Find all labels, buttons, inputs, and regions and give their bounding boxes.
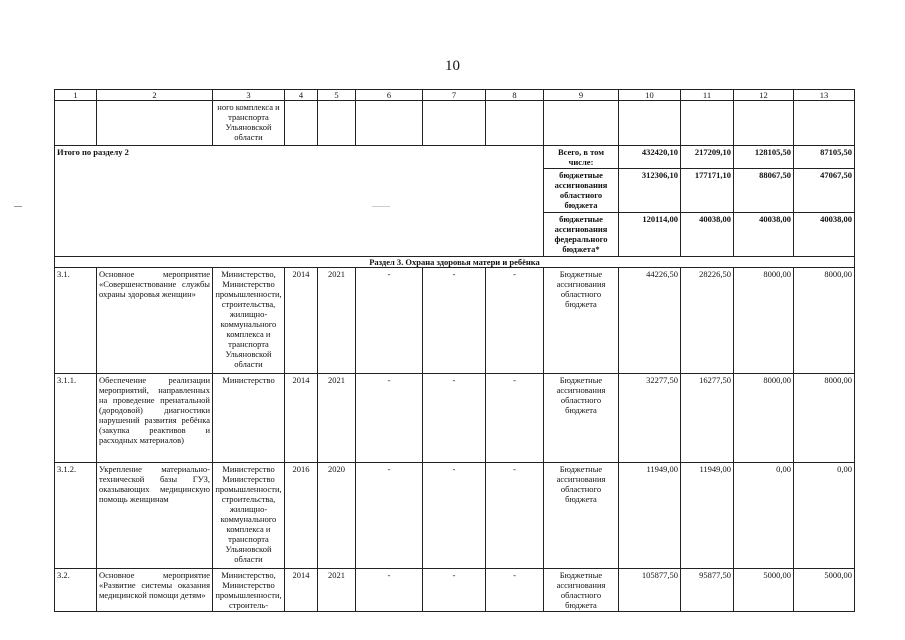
source-cell: бюджетные ассигнования федерального бюджета* [544,213,619,257]
value-cell: 312306,10 [619,169,681,213]
executor-cell: Министерство, Министерство промышленности, строитель- [213,569,285,612]
value-cell: 8000,00 [734,374,794,463]
section-title: Раздел 3. Охрана здоровья матери и ребёнка [55,257,855,268]
table-row [55,463,855,569]
source-cell: Бюджетные ассигнования областного бюджета [544,374,619,463]
value-cell: 8000,00 [794,268,855,374]
year-to: 2021 [318,268,356,374]
source-cell: Бюджетные ассигнования областного бюджета [544,268,619,374]
value-cell: 177171,10 [681,169,734,213]
header-cell: 6 [356,90,423,101]
executor-cell: Министерство [213,374,285,463]
value-cell: 8000,00 [734,268,794,374]
header-cell: 9 [544,90,619,101]
value-cell: 16277,50 [681,374,734,463]
header-cell: 12 [734,90,794,101]
page-number: 10 [445,58,460,74]
dash-cell: - [486,463,544,569]
value-cell: 5000,00 [734,569,794,612]
row-number: 3.1.2. [55,463,97,569]
executor-cell: ного комплекса и транспорта Ульяновской области [213,101,285,146]
header-row [55,90,855,101]
value-cell: 432420,10 [619,146,681,169]
value-cell: 11949,00 [619,463,681,569]
dash-cell: - [486,268,544,374]
value-cell: 40038,00 [681,213,734,257]
header-cell: 4 [285,90,318,101]
value-cell: 32277,50 [619,374,681,463]
year-to: 2020 [318,463,356,569]
table-row [55,374,855,463]
dash-cell: - [356,268,423,374]
value-cell: 120114,00 [619,213,681,257]
value-cell: 217209,10 [681,146,734,169]
total-label: Итого по разделу 2 [55,146,544,169]
year-to: 2021 [318,569,356,612]
header-cell: 2 [97,90,213,101]
source-cell: Бюджетные ассигнования областного бюджета [544,569,619,612]
measure-name: Обеспечение реализации мероприятий, направленных на проведение пренатальной (дородовой) диагностики нарушений развития ребёнка (закупка реактивов и расходных материалов) [97,374,213,463]
source-cell: Всего, в том числе: [544,146,619,169]
dash-cell: - [486,374,544,463]
total-row [55,169,855,213]
table-row [55,569,855,612]
executor-cell: Министерство Министерство промышленности, строительства, жилищно-коммунального комплекса и транспорта Ульяновской области [213,463,285,569]
value-cell: 88067,50 [734,169,794,213]
row-number: 3.2. [55,569,97,612]
dash-cell: - [356,463,423,569]
year-from: 2014 [285,374,318,463]
dash-cell: - [356,374,423,463]
total-row [55,146,855,169]
value-cell: 40038,00 [794,213,855,257]
value-cell: 128105,50 [734,146,794,169]
dash-cell: - [486,569,544,612]
total-row [55,213,855,257]
budget-table [54,89,855,612]
executor-cell: Министерство, Министерство промышленности, строительства, жилищно-коммунального комплекса и транспорта Ульяновской области [213,268,285,374]
value-cell: 5000,00 [794,569,855,612]
header-cell: 11 [681,90,734,101]
scan-mark [14,206,22,207]
dash-cell: - [423,463,486,569]
value-cell: 105877,50 [619,569,681,612]
table-row [55,268,855,374]
row-number: 3.1. [55,268,97,374]
year-from: 2014 [285,268,318,374]
measure-name: Основное мероприятие «Совершенствование службы охраны здоровья женщин» [97,268,213,374]
header-cell: 5 [318,90,356,101]
value-cell: 44226,50 [619,268,681,374]
dash-cell: - [356,569,423,612]
value-cell: 47067,50 [794,169,855,213]
row-number: 3.1.1. [55,374,97,463]
measure-name: Укрепление материально-технической базы ГУЗ, оказывающих медицинскую помощь женщинам [97,463,213,569]
source-cell: бюджетные ассигнования областного бюджета [544,169,619,213]
value-cell: 95877,50 [681,569,734,612]
dash-cell: - [423,374,486,463]
header-cell: 8 [486,90,544,101]
value-cell: 11949,00 [681,463,734,569]
year-from: 2014 [285,569,318,612]
dash-cell: - [423,569,486,612]
year-to: 2021 [318,374,356,463]
header-cell: 3 [213,90,285,101]
header-cell: 1 [55,90,97,101]
year-from: 2016 [285,463,318,569]
continuation-row [55,101,855,146]
header-cell: 10 [619,90,681,101]
value-cell: 40038,00 [734,213,794,257]
value-cell: 0,00 [794,463,855,569]
value-cell: 0,00 [734,463,794,569]
header-cell: 13 [794,90,855,101]
value-cell: 8000,00 [794,374,855,463]
value-cell: 28226,50 [681,268,734,374]
measure-name: Основное мероприятие «Развитие системы оказания медицинской помощи детям» [97,569,213,612]
dash-cell: - [423,268,486,374]
section-row [55,257,855,268]
header-cell: 7 [423,90,486,101]
value-cell: 87105,50 [794,146,855,169]
source-cell: Бюджетные ассигнования областного бюджета [544,463,619,569]
